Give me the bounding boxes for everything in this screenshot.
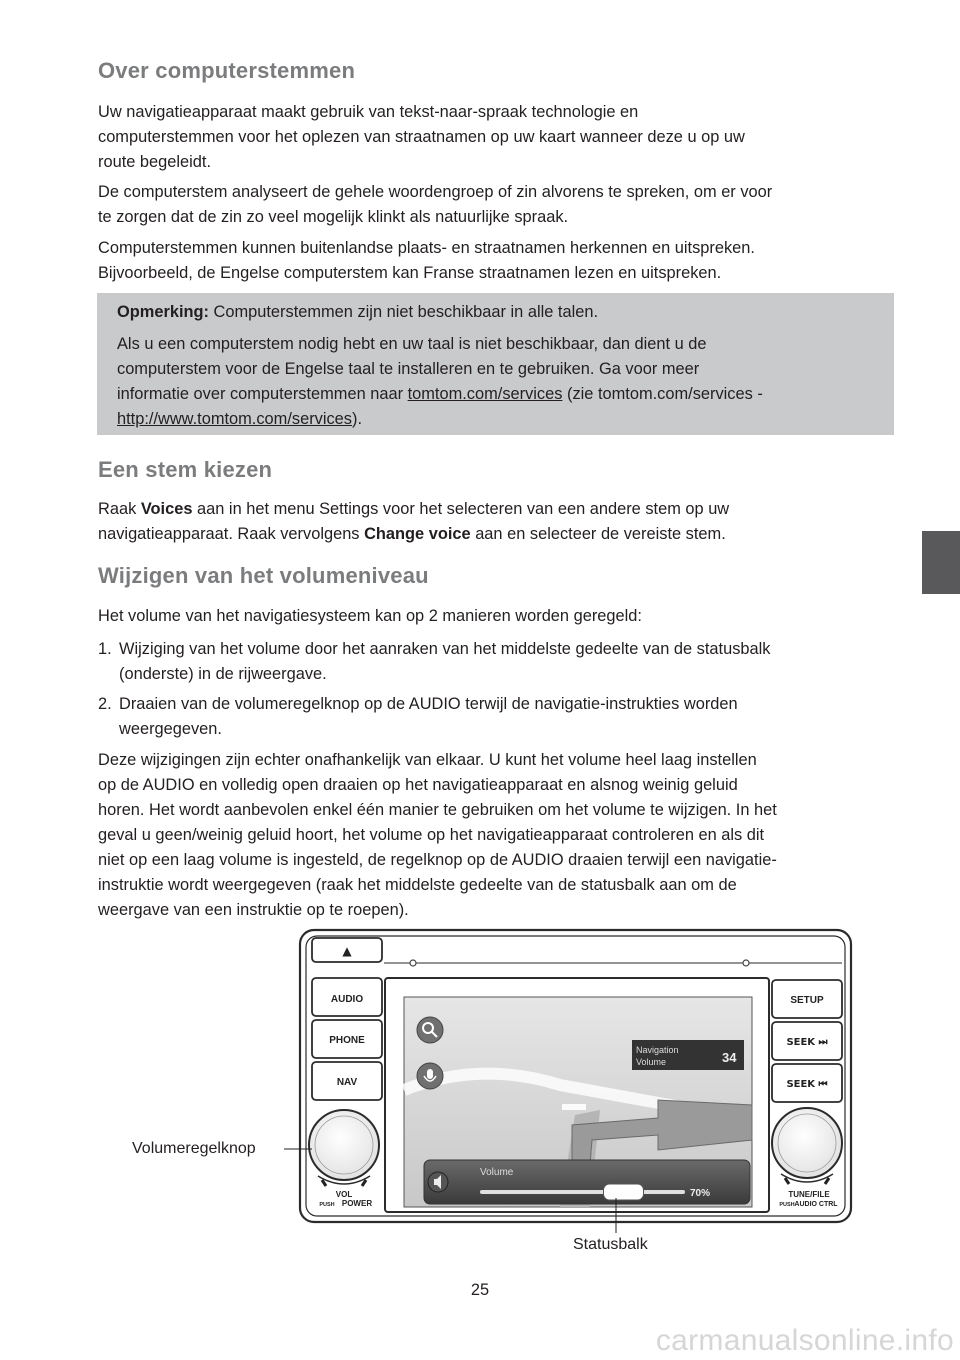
nav-volume-label-line2: Volume [636, 1057, 667, 1067]
tomtom-services-link[interactable]: tomtom.com/services [407, 385, 563, 403]
phone-button-label: PHONE [329, 1035, 365, 1046]
nav-volume-label-line1: Navigation [636, 1045, 679, 1055]
volume-track[interactable] [480, 1190, 685, 1194]
note-line: Opmerking: Computerstemmen zijn niet beschikbaar in alle talen. [117, 303, 598, 321]
section-heading-volume: Wijzigen van het volumeniveau [98, 563, 429, 588]
search-icon[interactable] [417, 1017, 443, 1043]
paragraph-choose-voice: Raak Voices aan in het menu Settings voor het selecteren van een andere stem op uw navigatieapparaat. Raak vervolgens Change voice aan en selecteer de vereiste stem. [98, 500, 730, 543]
tune-push-label: PUSH [779, 1202, 795, 1208]
tomtom-url-link[interactable]: http://www.tomtom.com/services [117, 410, 352, 428]
page-number: 25 [470, 1281, 490, 1299]
screw-left [410, 960, 416, 966]
paragraph-intro: Uw navigatieapparaat maakt gebruik van tekst-naar-spraak technologie en computerstemmen voor het oplezen van straatnamen op uw kaart wanneer deze u op uw route begeleidt. [98, 103, 745, 171]
screw-right [743, 960, 749, 966]
note-label: Opmerking: [117, 303, 209, 321]
seek-prev-button-label: SEEK ⏮ [786, 1079, 828, 1090]
vol-push-label: PUSH [319, 1202, 335, 1208]
paragraph-volume-advice: Deze wijzigingen zijn echter onafhankelijk van elkaar. U kunt het volume heel laag instellen op de AUDIO en volledig open draaien op het navigatieapparaat en alsnog weinig geluid horen. Het wordt aanbevolen enkel één manier te gebruiken om het volume te wijzigen. In het geval u geen/weinig geluid hoort, het volume op het navigatieapparaat controleren en als dit niet op een laag volume is ingesteld, de regelknop op de AUDIO draaien terwijl een navigatie- instruktie wordt weergegeven (raak het middelste gedeelte van de statusbalk aan om de weergave van een instruktie op te roepen). [98, 751, 777, 919]
status-volume-label: Volume [480, 1167, 514, 1178]
volume-slider-handle[interactable] [604, 1184, 644, 1200]
status-bar-caption: Statusbalk [573, 1236, 648, 1253]
tune-label: TUNE/FILE [788, 1190, 830, 1199]
chapter-tab-marker [922, 531, 960, 594]
paragraph-volume-intro: Het volume van het navigatiesysteem kan op 2 manieren worden geregeld: [98, 607, 642, 625]
seek-next-button-label: SEEK ⏭ [786, 1037, 828, 1048]
tune-audio-ctrl-label: AUDIO CTRL [794, 1201, 838, 1208]
section-heading-computer-voices: Over computerstemmen [98, 58, 356, 83]
watermark: carmanualsonline.info [655, 1324, 954, 1357]
note-paragraph: Als u een computerstem nodig hebt en uw taal is niet beschikbaar, dan dient u de computerstem voor de Engelse taal te installeren en te gebruiken. Ga voor meer informatie over computerstemmen naar tomtom.com/services (zie tomtom.com/services - http://www.tomtom.com/services). [117, 335, 763, 428]
status-volume-percent: 70% [690, 1188, 711, 1199]
setup-button-label: SETUP [790, 995, 824, 1006]
volume-knob-caption: Volumeregelknop [132, 1140, 256, 1157]
volume-knob[interactable] [309, 1110, 379, 1180]
vol-power-label: POWER [341, 1199, 373, 1208]
section-heading-choose-voice: Een stem kiezen [98, 457, 273, 482]
vol-label: VOL [335, 1190, 353, 1199]
paragraph-analysis: De computerstem analyseert de gehele woordengroep of zin alvorens te spreken, om er voor te zorgen dat de zin zo veel mogelijk klinkt als natuurlijke spraak. [98, 183, 773, 226]
audio-button-label: AUDIO [330, 994, 364, 1005]
nav-button-label: NAV [336, 1077, 358, 1088]
eject-icon: ▲ [342, 944, 352, 958]
tune-knob[interactable] [772, 1108, 842, 1178]
paragraph-foreign-names: Computerstemmen kunnen buitenlandse plaats- en straatnamen herkennen en uitspreken. Bijvoorbeeld, de Engelse computerstem kan Franse straatnamen lezen en uitspreken. [98, 239, 755, 282]
nav-volume-value: 34 [722, 1050, 737, 1065]
